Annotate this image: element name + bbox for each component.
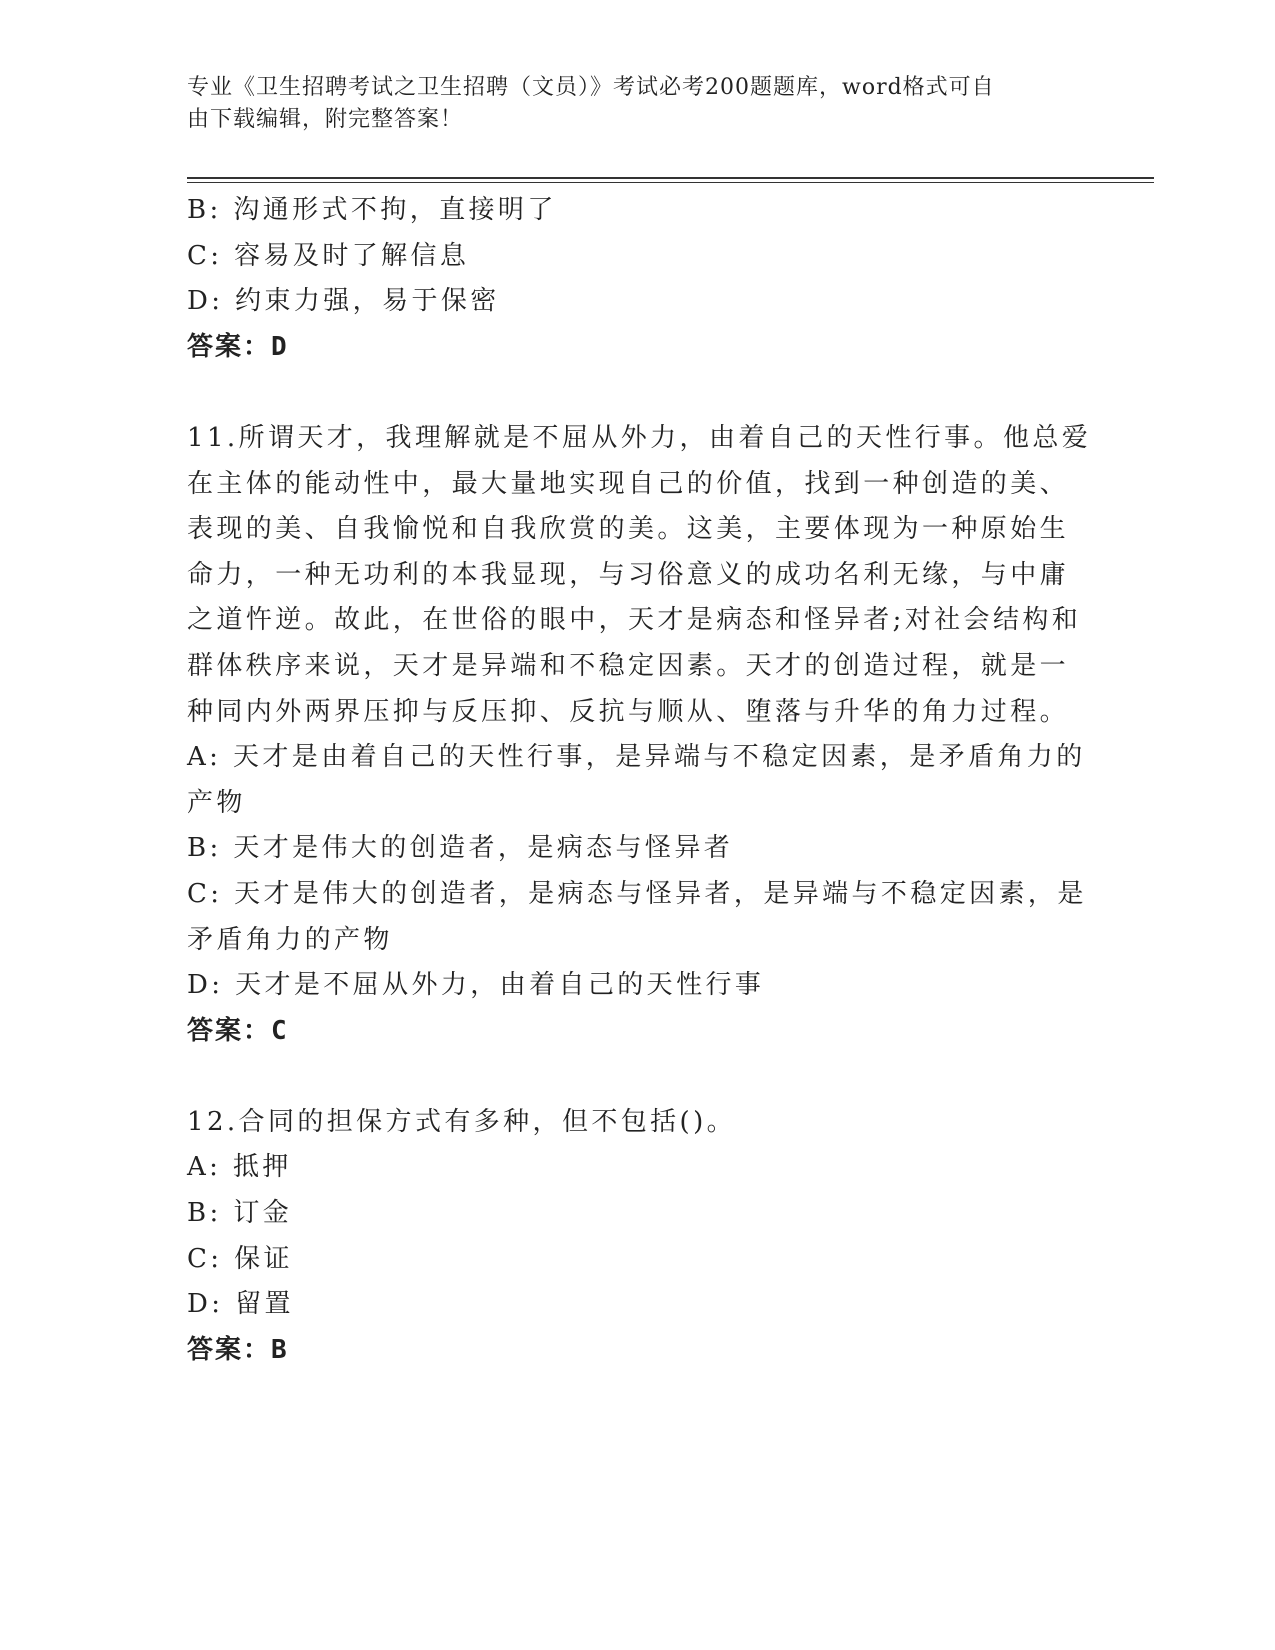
- spacer: [187, 1054, 1077, 1100]
- q11-stem-line: 在主体的能动性中，最大量地实现自己的价值，找到一种创造的美、: [187, 468, 1070, 499]
- q11-stem-line: 群体秩序来说，天才是异端和不稳定因素。天才的创造过程，就是一: [187, 650, 1070, 681]
- q11-option-c-cont: 矛盾角力的产物: [187, 924, 393, 955]
- q11-option-c: C: 天才是伟大的创造者，是病态与怪异者，是异端与不稳定因素，是: [187, 878, 1087, 909]
- q10-answer: 答案：D: [187, 331, 289, 362]
- q12-stem: 12.合同的担保方式有多种，但不包括()。: [187, 1106, 737, 1137]
- question-content: [187, 188, 1092, 1373]
- question-10: [187, 188, 1077, 370]
- q11-answer: 答案：C: [187, 1015, 289, 1046]
- q12-option-c: C: 保证: [187, 1243, 293, 1274]
- header-divider-thick: [187, 177, 1154, 179]
- q10-option-d: D: 约束力强，易于保密: [187, 286, 500, 317]
- q11-stem-line: 命力，一种无功利的本我显现，与习俗意义的成功名利无缘，与中庸: [187, 559, 1070, 590]
- q12-option-d: D: 留置: [187, 1289, 294, 1320]
- spacer: [187, 370, 1077, 416]
- header-line-1: 专业《卫生招聘考试之卫生招聘（文员）》考试必考200题题库，word格式可自: [187, 75, 995, 100]
- q11-stem-line: 种同内外两界压抑与反压抑、反抗与顺从、堕落与升华的角力过程。: [187, 696, 1070, 727]
- q11-stem-line: 11.所谓天才，我理解就是不屈从外力，由着自己的天性行事。他总爱: [187, 422, 1092, 453]
- q10-option-c: C: 容易及时了解信息: [187, 240, 470, 271]
- q11-stem-line: 之道忤逆。故此，在世俗的眼中，天才是病态和怪异者;对社会结构和: [187, 605, 1082, 636]
- header-divider-thin: [187, 182, 1154, 183]
- q12-option-a: A: 抵押: [187, 1152, 292, 1183]
- document-header: [187, 72, 1067, 136]
- question-12: [187, 1100, 1077, 1374]
- question-11: [187, 416, 1092, 1054]
- q12-answer: 答案：B: [187, 1334, 289, 1365]
- q10-option-b: B: 沟通形式不拘，直接明了: [187, 195, 557, 225]
- q11-option-d: D: 天才是不屈从外力，由着自己的天性行事: [187, 970, 765, 1001]
- q11-option-a: A: 天才是由着自己的天性行事，是异端与不稳定因素，是矛盾角力的: [187, 742, 1086, 773]
- q11-option-a-cont: 产物: [187, 787, 246, 818]
- q12-option-b: B: 订金: [187, 1198, 293, 1229]
- q11-stem-line: 表现的美、自我愉悦和自我欣赏的美。这美，主要体现为一种原始生: [187, 514, 1070, 545]
- q11-option-b: B: 天才是伟大的创造者，是病态与怪异者: [187, 833, 734, 864]
- header-line-2: 由下载编辑，附完整答案！: [187, 107, 464, 132]
